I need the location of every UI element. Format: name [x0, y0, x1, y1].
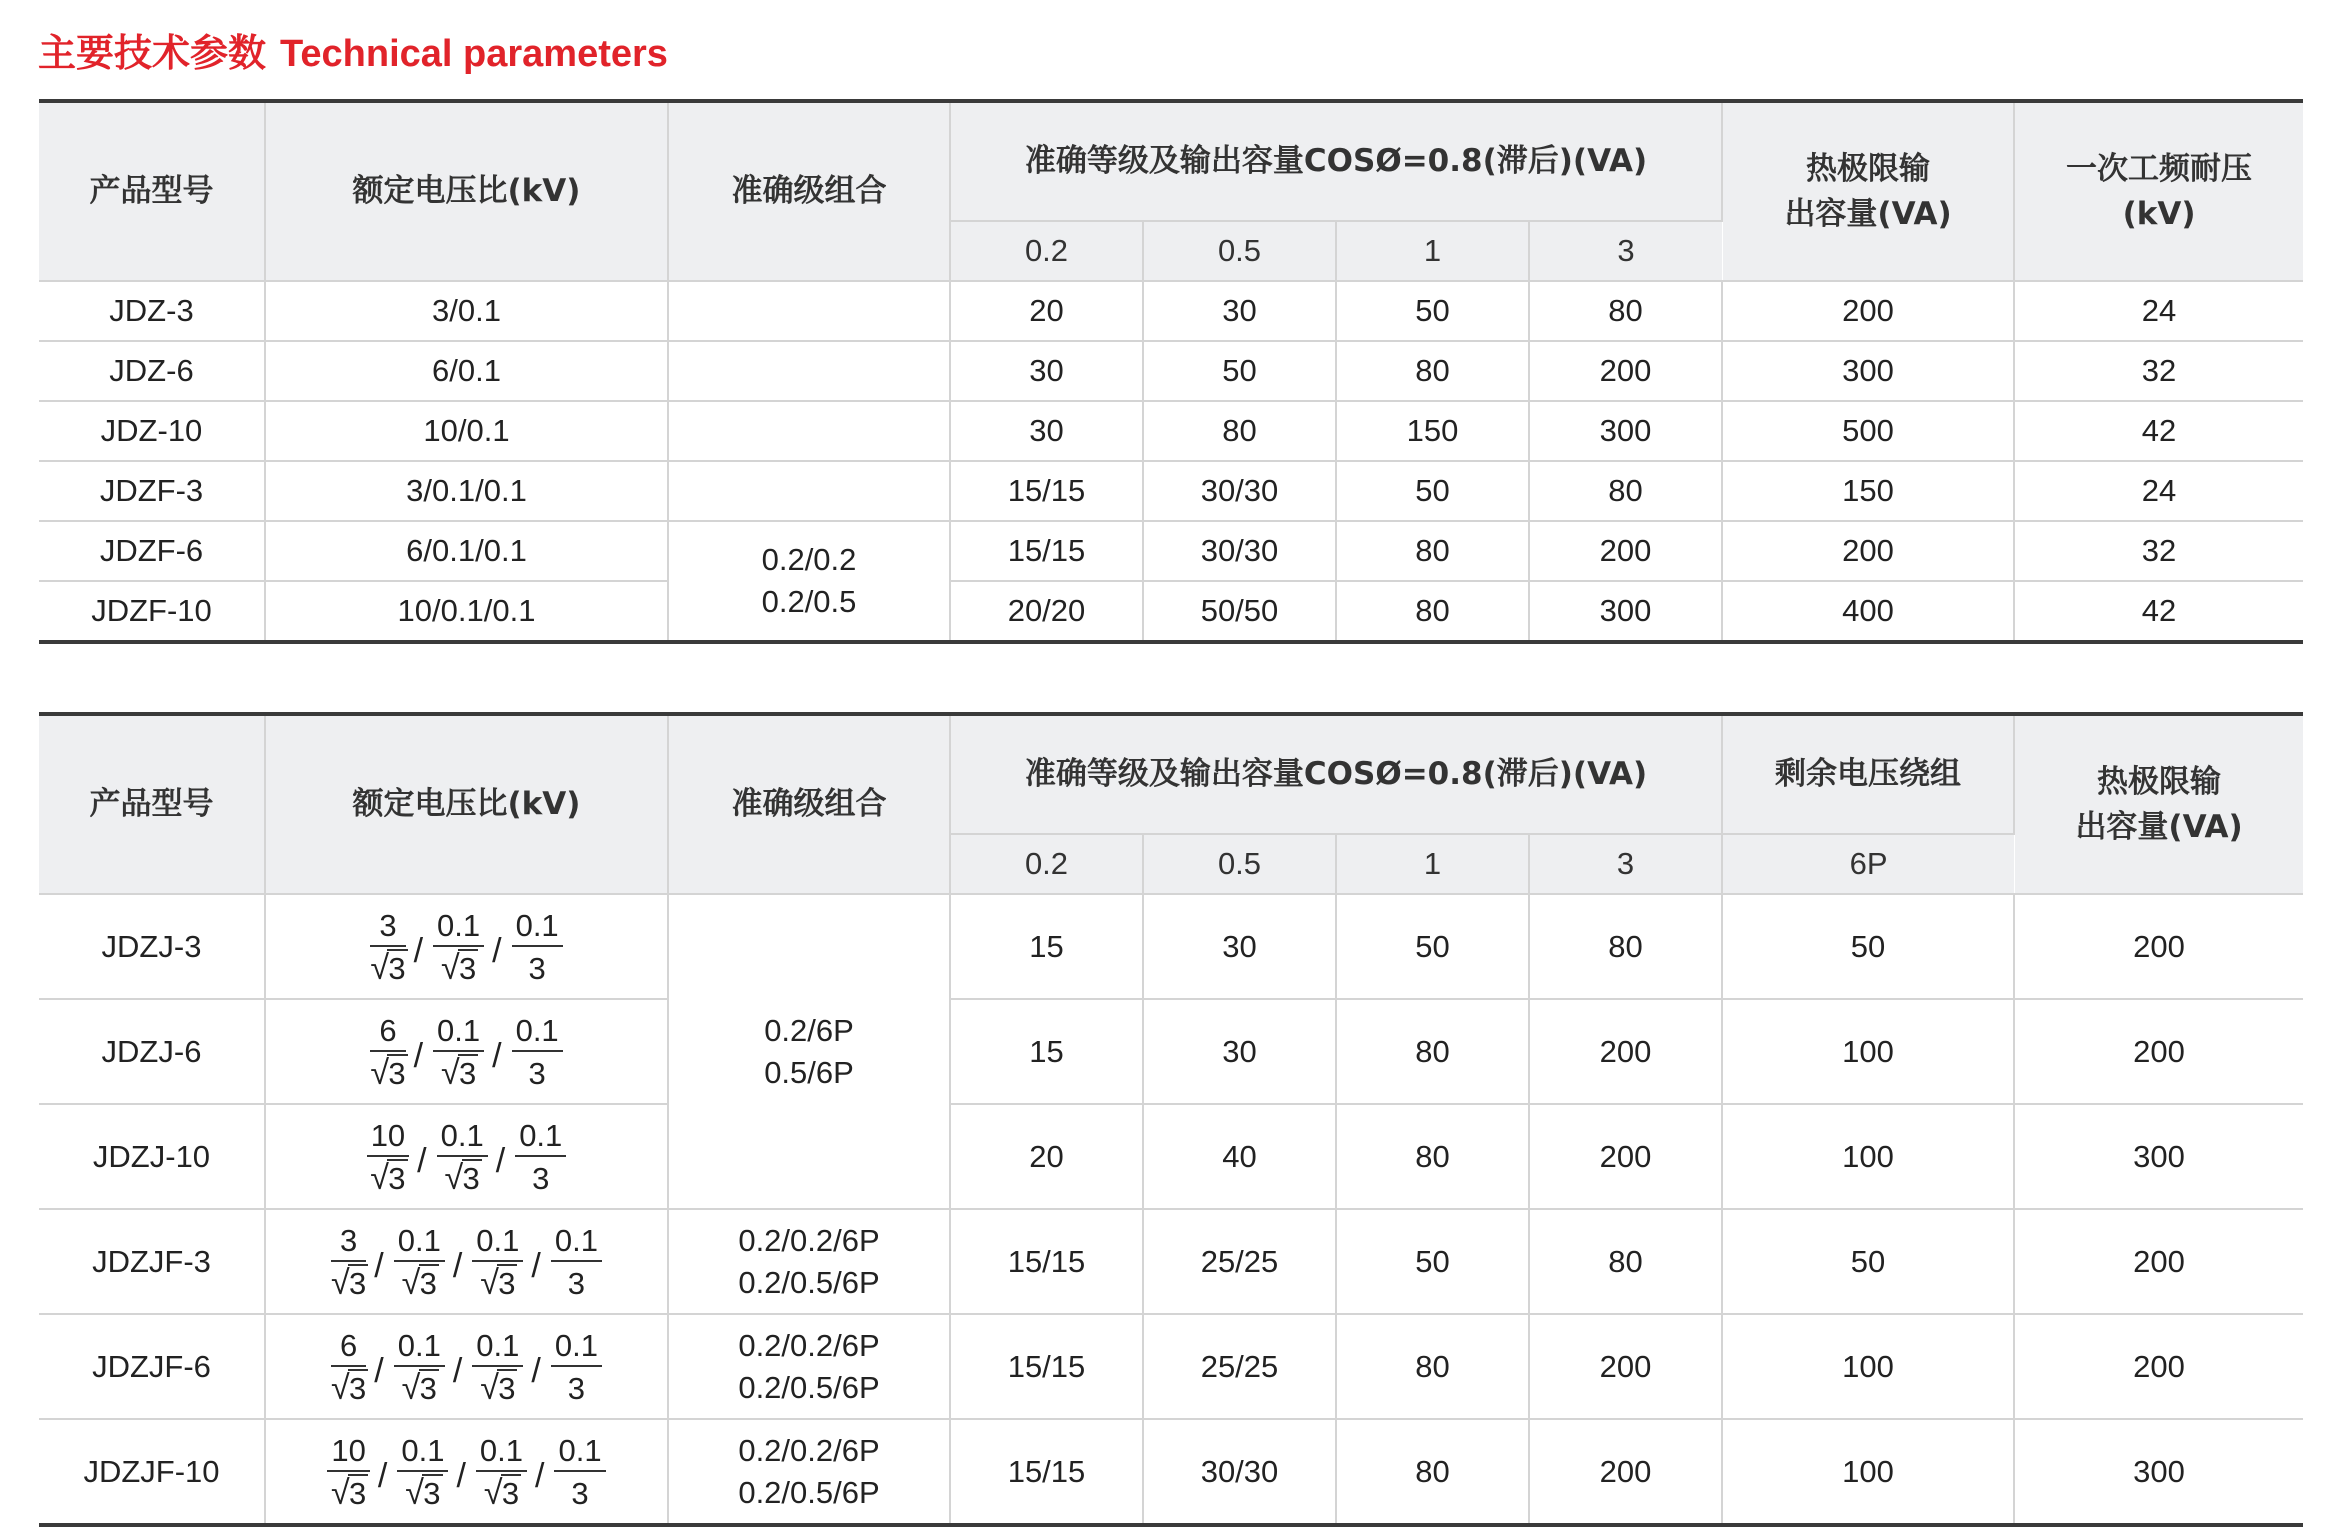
ratio-separator: /	[417, 1142, 427, 1180]
fraction-denominator	[370, 947, 405, 984]
header-withstand	[2014, 101, 2303, 281]
header-class-3: 3	[1529, 834, 1722, 894]
header-model: 产品型号	[39, 714, 265, 894]
cell-class-3: 300	[1529, 581, 1722, 642]
header-combo: 准确级组合	[668, 714, 950, 894]
cell-class-0-5: 30/30	[1143, 521, 1336, 581]
voltage-ratio-formula	[331, 1327, 602, 1406]
ratio-fraction	[433, 907, 484, 986]
cell-class-1: 80	[1336, 521, 1529, 581]
fraction-denominator	[327, 1472, 369, 1509]
cell-class-1: 80	[1336, 1419, 1529, 1525]
cell-class-0-2: 20/20	[950, 581, 1143, 642]
cell-model: JDZJ-10	[39, 1104, 265, 1209]
ratio-fraction	[472, 1222, 523, 1301]
table-1-body	[39, 281, 2303, 642]
ratio-separator: /	[535, 1457, 545, 1495]
header-thermal-limit-line1: 热极限输	[1806, 150, 1931, 187]
combo-line: 0.2/0.5/6P	[738, 1474, 880, 1510]
cell-class-0-5: 50/50	[1143, 581, 1336, 642]
fraction-numerator: 3	[370, 910, 405, 947]
header-class-0-5: 0.5	[1143, 834, 1336, 894]
header-class-3: 3	[1529, 221, 1722, 281]
fraction-numerator: 0.1	[394, 1225, 445, 1262]
cell-model: JDZJF-10	[39, 1419, 265, 1525]
cell-combo-empty	[668, 401, 950, 461]
table-row	[39, 281, 2303, 341]
cell-class-3: 80	[1529, 281, 1722, 341]
combo-line: 0.2/0.2/6P	[738, 1432, 880, 1468]
ratio-separator: /	[377, 1457, 388, 1495]
ratio-fraction	[515, 1117, 566, 1196]
cell-class-3: 80	[1529, 1209, 1722, 1314]
ratio-separator: /	[413, 1037, 424, 1075]
cell-class-0-5: 80	[1143, 401, 1336, 461]
fraction-numerator: 0.1	[433, 910, 484, 947]
cell-model: JDZF-10	[39, 581, 265, 642]
cell-combo-empty	[668, 341, 950, 401]
cell-class-0-2: 15/15	[950, 1209, 1143, 1314]
cell-withstand: 42	[2014, 581, 2303, 642]
voltage-ratio-formula	[367, 1117, 567, 1196]
ratio-separator: /	[452, 1352, 463, 1390]
cell-class-3: 200	[1529, 521, 1722, 581]
cell-model: JDZJF-6	[39, 1314, 265, 1419]
cell-residual-6p: 100	[1722, 999, 2014, 1104]
ratio-separator: /	[492, 932, 502, 970]
cell-class-0-2: 20	[950, 281, 1143, 341]
fraction-denominator	[397, 1472, 448, 1509]
combo-line: 0.2/0.5/6P	[738, 1264, 880, 1300]
table-row	[39, 894, 2303, 999]
combo-line: 0.2/0.2/6P	[738, 1327, 880, 1363]
fraction-denominator: 3	[567, 1265, 586, 1301]
header-thermal-limit	[1722, 101, 2014, 281]
voltage-ratio-formula	[370, 907, 562, 986]
cell-class-3: 200	[1529, 999, 1722, 1104]
cell-model: JDZ-10	[39, 401, 265, 461]
ratio-fraction	[437, 1117, 488, 1196]
cell-residual-6p: 100	[1722, 1314, 2014, 1419]
fraction-numerator: 0.1	[397, 1435, 448, 1472]
cell-class-1: 80	[1336, 581, 1529, 642]
fraction-numerator: 0.1	[515, 1120, 566, 1157]
header-withstand-line2: (kV)	[2122, 195, 2196, 232]
cell-ratio	[265, 999, 668, 1104]
cell-ratio	[265, 1419, 668, 1525]
fraction-denominator: 3	[567, 1370, 586, 1406]
fraction-denominator	[331, 1367, 366, 1404]
cell-class-0-2: 20	[950, 1104, 1143, 1209]
sqrt-symbol: √ 3	[331, 1478, 366, 1509]
ratio-fraction	[327, 1432, 369, 1511]
sqrt-symbol: √ 3	[370, 953, 405, 984]
ratio-fraction	[394, 1222, 445, 1301]
fraction-numerator: 0.1	[437, 1120, 488, 1157]
ratio-fraction	[370, 907, 406, 986]
fraction-numerator: 10	[367, 1120, 409, 1157]
fraction-denominator	[472, 1262, 523, 1299]
fraction-denominator: 3	[528, 1055, 546, 1091]
cell-ratio: 6/0.1	[265, 341, 668, 401]
cell-combo	[668, 1314, 950, 1419]
cell-withstand: 42	[2014, 401, 2303, 461]
header-ratio: 额定电压比(kV)	[265, 101, 668, 281]
ratio-fraction	[331, 1222, 367, 1301]
sqrt-symbol: √ 3	[370, 1058, 405, 1089]
fraction-denominator	[433, 947, 484, 984]
table-row	[39, 401, 2303, 461]
ratio-fraction	[433, 1012, 484, 1091]
table-row	[39, 341, 2303, 401]
ratio-fraction	[512, 1012, 563, 1091]
fraction-denominator	[370, 1052, 405, 1089]
cell-residual-6p: 50	[1722, 894, 2014, 999]
fraction-denominator	[476, 1472, 527, 1509]
title-en: Technical parameters	[280, 33, 668, 75]
ratio-fraction	[331, 1327, 367, 1406]
cell-thermal-limit: 200	[1722, 521, 2014, 581]
fraction-denominator: 3	[532, 1160, 550, 1196]
technical-parameters-table-1	[39, 99, 2303, 644]
cell-model: JDZJ-3	[39, 894, 265, 999]
cell-thermal-limit: 300	[2014, 1104, 2303, 1209]
sqrt-symbol: √ 3	[480, 1268, 515, 1299]
ratio-fraction	[551, 1222, 602, 1301]
cell-model: JDZF-3	[39, 461, 265, 521]
voltage-ratio-formula	[331, 1222, 602, 1301]
fraction-denominator	[437, 1157, 488, 1194]
sqrt-symbol: √ 3	[402, 1268, 437, 1299]
cell-combo-empty	[668, 461, 950, 521]
cell-combo-empty	[668, 281, 950, 341]
ratio-fraction	[512, 907, 563, 986]
fraction-numerator: 0.1	[476, 1435, 527, 1472]
ratio-separator: /	[531, 1352, 541, 1390]
cell-class-3: 200	[1529, 1419, 1722, 1525]
header-class-1: 1	[1336, 221, 1529, 281]
cell-ratio	[265, 894, 668, 999]
fraction-numerator: 0.1	[512, 1015, 563, 1052]
fraction-denominator	[394, 1367, 445, 1404]
cell-class-0-2: 30	[950, 341, 1143, 401]
ratio-fraction	[397, 1432, 448, 1511]
fraction-numerator: 0.1	[394, 1330, 445, 1367]
cell-class-0-2: 15/15	[950, 461, 1143, 521]
header-thermal-limit	[2014, 714, 2303, 894]
cell-thermal-limit: 200	[2014, 894, 2303, 999]
fraction-denominator	[394, 1262, 445, 1299]
cell-class-3: 200	[1529, 1104, 1722, 1209]
fraction-denominator	[367, 1157, 409, 1194]
cell-ratio	[265, 1314, 668, 1419]
cell-combo	[668, 521, 950, 642]
cell-class-1: 50	[1336, 281, 1529, 341]
combo-line: 0.2/0.2	[761, 542, 857, 578]
cell-thermal-limit: 200	[2014, 1209, 2303, 1314]
cell-ratio: 10/0.1	[265, 401, 668, 461]
fraction-numerator: 3	[331, 1225, 366, 1262]
fraction-numerator: 0.1	[472, 1330, 523, 1367]
cell-thermal-limit: 300	[2014, 1419, 2303, 1525]
cell-class-1: 50	[1336, 461, 1529, 521]
fraction-numerator: 6	[370, 1015, 405, 1052]
cell-ratio: 6/0.1/0.1	[265, 521, 668, 581]
table-row	[39, 1104, 2303, 1209]
header-class-0-2: 0.2	[950, 834, 1143, 894]
cell-model: JDZF-6	[39, 521, 265, 581]
header-residual-winding: 剩余电压绕组	[1722, 714, 2014, 834]
fraction-numerator: 0.1	[433, 1015, 484, 1052]
cell-ratio: 10/0.1/0.1	[265, 581, 668, 642]
sqrt-symbol: √ 3	[405, 1478, 440, 1509]
ratio-separator: /	[456, 1457, 466, 1495]
header-model: 产品型号	[39, 101, 265, 281]
table-row	[39, 581, 2303, 642]
cell-class-0-5: 25/25	[1143, 1209, 1336, 1314]
cell-model: JDZJF-3	[39, 1209, 265, 1314]
cell-ratio	[265, 1209, 668, 1314]
cell-model: JDZ-3	[39, 281, 265, 341]
sqrt-symbol: √ 3	[402, 1373, 437, 1404]
sqrt-symbol: √ 3	[445, 1163, 480, 1194]
cell-class-1: 50	[1336, 1209, 1529, 1314]
header-class-6p: 6P	[1722, 834, 2014, 894]
ratio-separator: /	[374, 1247, 384, 1285]
ratio-separator: /	[495, 1142, 506, 1180]
technical-parameters-table-2	[39, 712, 2303, 1527]
fraction-numerator: 0.1	[512, 910, 563, 947]
cell-class-0-2: 15/15	[950, 1419, 1143, 1525]
cell-class-0-2: 15/15	[950, 1314, 1143, 1419]
header-thermal-limit-line2: 出容量(VA)	[2075, 808, 2243, 845]
ratio-fraction	[554, 1432, 605, 1511]
cell-thermal-limit: 200	[2014, 1314, 2303, 1419]
cell-model: JDZ-6	[39, 341, 265, 401]
combo-line: 0.2/0.5	[761, 584, 857, 619]
table-row	[39, 999, 2303, 1104]
combo-line: 0.2/0.5/6P	[738, 1369, 880, 1405]
cell-class-0-5: 50	[1143, 341, 1336, 401]
cell-class-0-5: 25/25	[1143, 1314, 1336, 1419]
voltage-ratio-formula	[327, 1432, 605, 1511]
ratio-fraction	[476, 1432, 527, 1511]
cell-class-1: 80	[1336, 999, 1529, 1104]
fraction-numerator: 0.1	[551, 1330, 602, 1367]
cell-class-0-5: 30/30	[1143, 461, 1336, 521]
combo-line: 0.5/6P	[764, 1054, 854, 1090]
cell-residual-6p: 50	[1722, 1209, 2014, 1314]
header-combo: 准确级组合	[668, 101, 950, 281]
fraction-denominator: 3	[528, 950, 546, 986]
sqrt-symbol: √ 3	[441, 1058, 476, 1089]
cell-class-1: 80	[1336, 341, 1529, 401]
cell-model: JDZJ-6	[39, 999, 265, 1104]
ratio-separator: /	[531, 1247, 541, 1285]
sqrt-symbol: √ 3	[331, 1373, 366, 1404]
ratio-separator: /	[452, 1247, 463, 1285]
header-withstand-line1: 一次工频耐压	[2066, 150, 2253, 187]
cell-thermal-limit: 400	[1722, 581, 2014, 642]
sqrt-symbol: √ 3	[370, 1163, 405, 1194]
ratio-separator: /	[413, 932, 424, 970]
cell-class-0-5: 40	[1143, 1104, 1336, 1209]
cell-ratio: 3/0.1	[265, 281, 668, 341]
cell-class-0-5: 30/30	[1143, 1419, 1336, 1525]
table-row	[39, 521, 2303, 581]
ratio-fraction	[367, 1117, 409, 1196]
cell-class-1: 50	[1336, 894, 1529, 999]
fraction-numerator: 0.1	[472, 1225, 523, 1262]
cell-class-0-2: 15	[950, 894, 1143, 999]
header-class-0-2: 0.2	[950, 221, 1143, 281]
fraction-denominator: 3	[571, 1475, 589, 1511]
cell-class-3: 300	[1529, 401, 1722, 461]
header-ratio: 额定电压比(kV)	[265, 714, 668, 894]
ratio-fraction	[394, 1327, 445, 1406]
fraction-numerator: 6	[331, 1330, 366, 1367]
ratio-fraction	[472, 1327, 523, 1406]
header-thermal-limit-line1: 热极限输	[2097, 763, 2222, 800]
cell-class-3: 200	[1529, 1314, 1722, 1419]
sqrt-symbol: √ 3	[480, 1373, 515, 1404]
page-title	[38, 22, 668, 77]
ratio-fraction	[551, 1327, 602, 1406]
cell-combo	[668, 1419, 950, 1525]
cell-class-0-2: 15/15	[950, 521, 1143, 581]
header-class-1: 1	[1336, 834, 1529, 894]
fraction-numerator: 0.1	[551, 1225, 602, 1262]
cell-withstand: 32	[2014, 341, 2303, 401]
cell-withstand: 24	[2014, 281, 2303, 341]
cell-class-3: 80	[1529, 894, 1722, 999]
table-row	[39, 1314, 2303, 1419]
cell-class-0-2: 30	[950, 401, 1143, 461]
fraction-denominator	[433, 1052, 484, 1089]
title-cn: 主要技术参数	[38, 31, 267, 75]
ratio-separator: /	[374, 1352, 384, 1390]
cell-thermal-limit: 500	[1722, 401, 2014, 461]
cell-class-0-5: 30	[1143, 999, 1336, 1104]
ratio-separator: /	[492, 1037, 502, 1075]
cell-ratio: 3/0.1/0.1	[265, 461, 668, 521]
cell-residual-6p: 100	[1722, 1104, 2014, 1209]
combo-line: 0.2/6P	[764, 1012, 854, 1048]
table-row	[39, 461, 2303, 521]
table-row	[39, 1209, 2303, 1314]
combo-line: 0.2/0.2/6P	[738, 1222, 880, 1258]
cell-thermal-limit: 300	[1722, 341, 2014, 401]
cell-thermal-limit: 150	[1722, 461, 2014, 521]
cell-ratio	[265, 1104, 668, 1209]
sqrt-symbol: √ 3	[441, 953, 476, 984]
cell-class-1: 150	[1336, 401, 1529, 461]
cell-combo	[668, 894, 950, 1209]
header-class-0-5: 0.5	[1143, 221, 1336, 281]
cell-withstand: 32	[2014, 521, 2303, 581]
fraction-denominator	[331, 1262, 366, 1299]
fraction-numerator: 10	[327, 1435, 369, 1472]
cell-class-0-2: 15	[950, 999, 1143, 1104]
fraction-denominator	[472, 1367, 523, 1404]
cell-thermal-limit: 200	[1722, 281, 2014, 341]
cell-class-1: 80	[1336, 1314, 1529, 1419]
cell-class-0-5: 30	[1143, 894, 1336, 999]
ratio-fraction	[370, 1012, 406, 1091]
table-2-body	[39, 894, 2303, 1525]
header-accuracy-group: 准确等级及输出容量COSØ=0.8(滞后)(VA)	[950, 714, 1722, 834]
header-accuracy-group: 准确等级及输出容量COSØ=0.8(滞后)(VA)	[950, 101, 1722, 221]
sqrt-symbol: √ 3	[484, 1478, 519, 1509]
header-thermal-limit-line2: 出容量(VA)	[1784, 195, 1952, 232]
voltage-ratio-formula	[370, 1012, 562, 1091]
cell-class-1: 80	[1336, 1104, 1529, 1209]
sqrt-symbol: √ 3	[331, 1268, 366, 1299]
fraction-numerator: 0.1	[554, 1435, 605, 1472]
cell-class-3: 80	[1529, 461, 1722, 521]
cell-thermal-limit: 200	[2014, 999, 2303, 1104]
cell-class-3: 200	[1529, 341, 1722, 401]
table-row	[39, 1419, 2303, 1525]
cell-residual-6p: 100	[1722, 1419, 2014, 1525]
cell-class-0-5: 30	[1143, 281, 1336, 341]
cell-combo	[668, 1209, 950, 1314]
cell-withstand: 24	[2014, 461, 2303, 521]
